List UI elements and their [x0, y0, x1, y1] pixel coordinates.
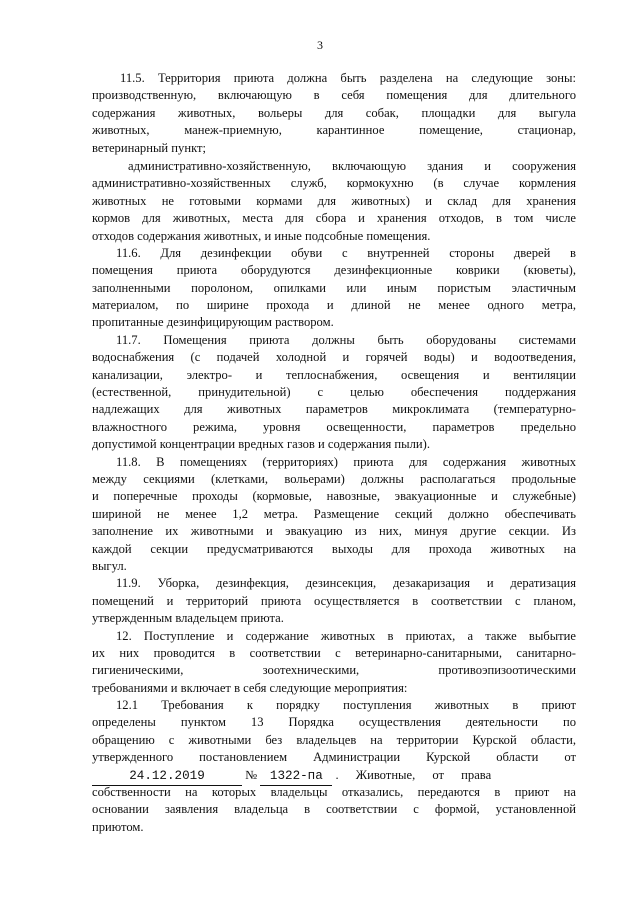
text-line: собственности на которых владельцы отказались, передаются в приют на	[92, 785, 576, 800]
text-line: животных не готовыми кормами для животных) и склад для хранения	[92, 193, 576, 208]
text-line: ветеринарный пункт;	[92, 140, 207, 155]
text-line: обращению с животными без владельцев на территории Курской области,	[92, 732, 576, 747]
decree-tail-text: . Животные, от права	[335, 767, 492, 782]
text-line: 11.6. Для дезинфекции обуви с внутренней стороны дверей в	[116, 245, 576, 260]
text-line: между секциями (клетками, вольерами) должны располагаться продольные	[92, 471, 576, 486]
text-line: административно-хозяйственную, включающую здания и сооружения	[128, 158, 576, 173]
text-line: 11.9. Уборка, дезинфекция, дезинсекция, дезакаризация и дератизация	[116, 576, 576, 591]
text-line: утвержденным владельцем приюта.	[92, 611, 284, 626]
text-line: каждой секции предусматриваются выходы для прохода животных на	[92, 541, 576, 556]
decree-date-line	[92, 767, 576, 784]
text-line: водоснабжения (с подачей холодной и горячей воды) и водоотведения,	[92, 350, 576, 365]
text-line: 12. Поступление и содержание животных в приютах, а также выбытие	[116, 628, 576, 643]
text-line: требованиями и включает в себя следующие мероприятия:	[92, 680, 408, 695]
text-line: 11.5. Территория приюта должна быть разделена на следующие зоны:	[120, 71, 576, 85]
text-line: 11.8. В помещениях (территориях) приюта для содержания животных	[116, 454, 576, 469]
decree-date: 24.12.2019	[92, 768, 242, 786]
page-number: 3	[317, 38, 323, 52]
decree-number: 1322-па	[260, 768, 332, 786]
text-line: производственную, включающую в себя помещения для длительного	[92, 88, 576, 103]
text-line: помещений и территорий приюта осуществляется в соответствии с планом,	[92, 593, 576, 608]
text-line: пропитанные дезинфицирующим раствором.	[92, 315, 334, 330]
text-line: допустимой концентрации вредных газов и содержания пыли).	[92, 437, 430, 452]
document-body	[92, 70, 576, 836]
text-line: кормов для животных, места для сбора и хранения отходов, в том числе	[92, 211, 576, 226]
text-line: административно-хозяйственных служб, кормокухню (в случае кормления	[92, 176, 576, 191]
text-line: заполнение их животными и эвакуацию из них, минуя другие секции. Из	[92, 524, 576, 539]
text-line: гигиеническими, зоотехническими, противоэпизоотическими	[92, 663, 576, 678]
text-line: (естественной, принудительной) с целью обеспечения поддержания	[92, 385, 576, 400]
text-line: материалом, по ширине прохода и длиной не менее одного метра,	[92, 298, 576, 313]
text-line: влажностного режима, уровня освещенности, параметров предельно	[92, 419, 576, 434]
text-line: 11.7. Помещения приюта должны быть оборудованы системами	[116, 332, 576, 347]
text-line: животных, манеж-приемную, карантинное помещение, стационар,	[92, 123, 576, 138]
text-line: канализации, электро- и теплоснабжения, освещения и вентиляции	[92, 367, 576, 382]
text-line: содержания животных, вольеры для собак, площадки для выгула	[92, 105, 576, 120]
text-line: и поперечные проходы (кормовые, навозные, эвакуационные и служебные)	[92, 489, 576, 504]
text-line: отходов содержания животных, и иные подсобные помещения.	[92, 228, 431, 243]
text-line: определены пунктом 13 Порядка осуществления деятельности по	[92, 715, 576, 730]
text-line: выгул.	[92, 558, 127, 573]
text-line: их них проводится в соответствии с ветеринарно-санитарными, санитарно-	[92, 645, 576, 660]
text-line: утвержденного постановлением Администрации Курской области от	[92, 750, 576, 765]
text-line: заполненными поролоном, опилками или иным пористым эластичным	[92, 280, 576, 295]
text-line: надлежащих для животных параметров микроклимата (температурно-	[92, 402, 576, 417]
text-line: 12.1 Требования к порядку поступления животных в приют	[116, 698, 576, 713]
text-line: шириной не менее 1,2 метра. Размещение секций должно обеспечивать	[92, 506, 576, 521]
text-line: помещения приюта оборудуются дезинфекционные коврики (кюветы),	[92, 263, 576, 278]
text-line: основании заявления владельца в соответствии с формой, установленной	[92, 802, 576, 817]
decree-number-label: №	[245, 767, 258, 782]
text-line: приютом.	[92, 819, 144, 834]
